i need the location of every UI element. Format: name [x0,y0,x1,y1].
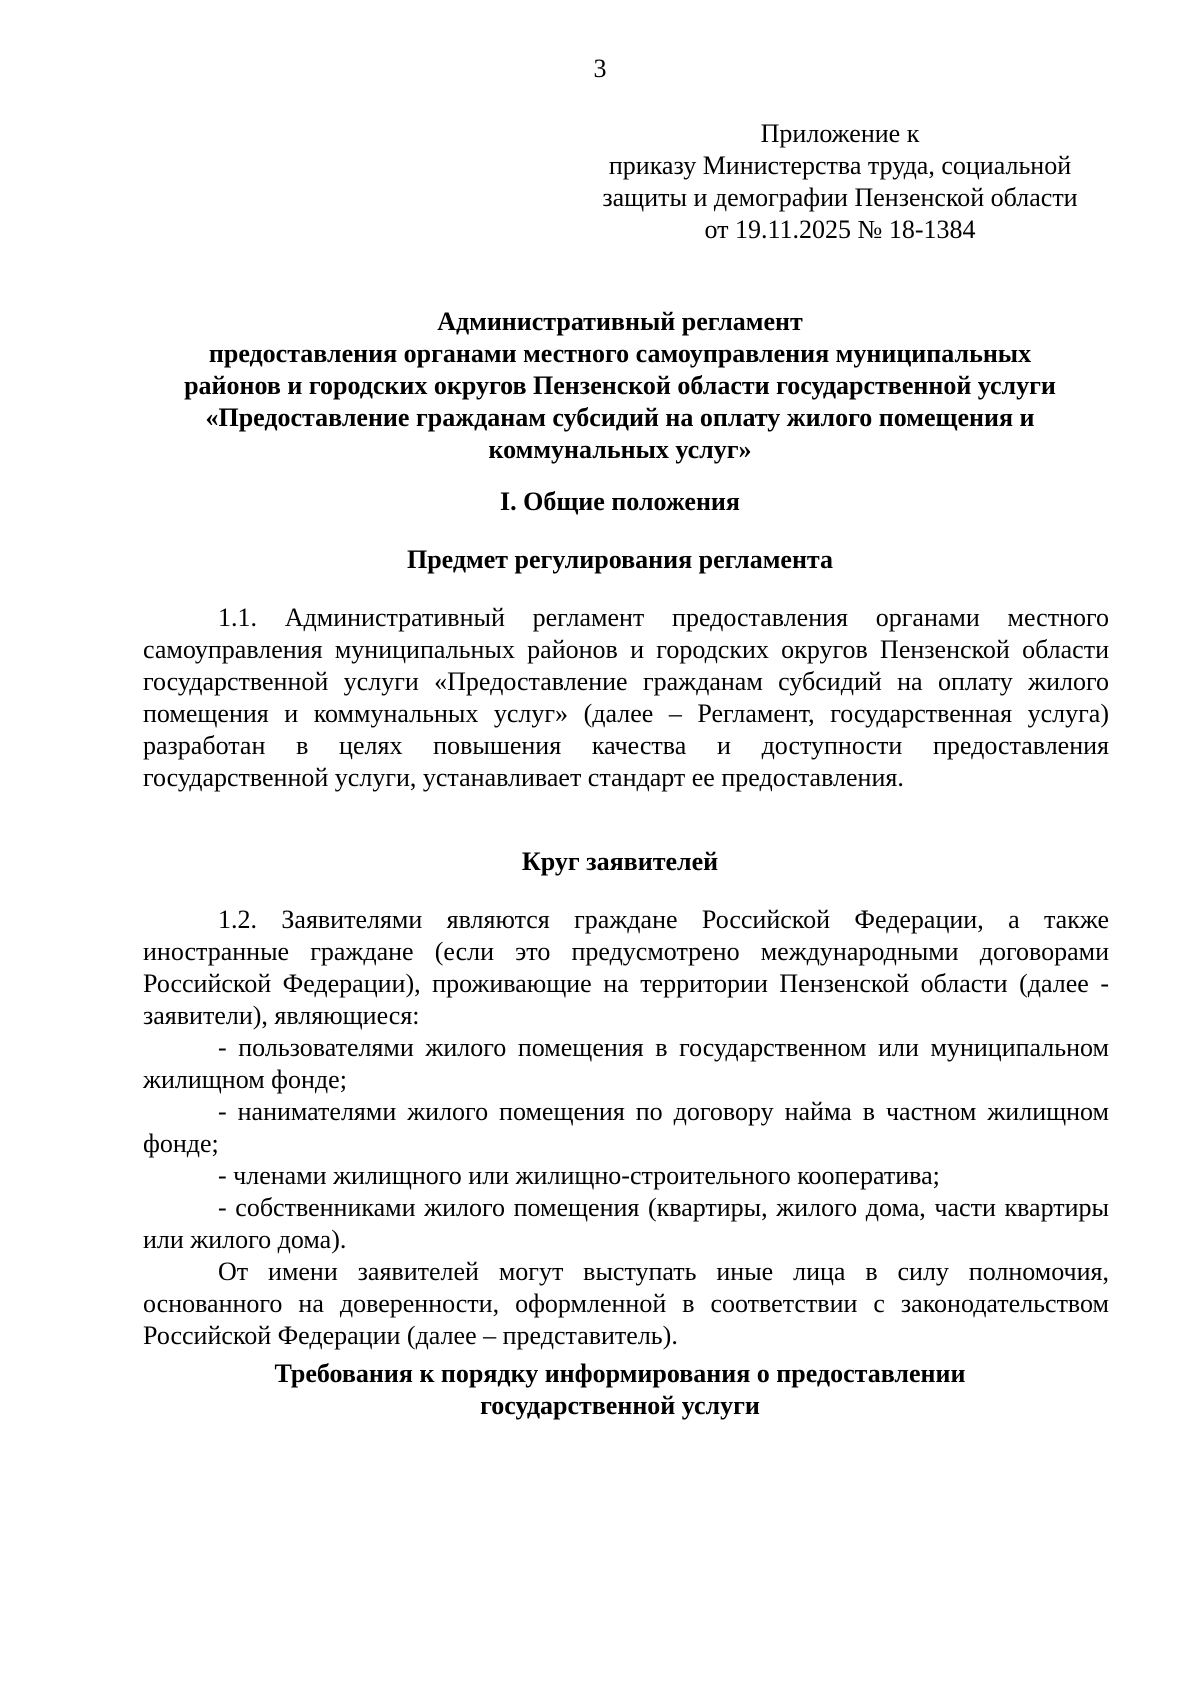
appendix-line: Приложение к [760,119,920,148]
appendix-line: от 19.11.2025 № 18-1384 [704,215,976,244]
paragraph-1-2: 1.2. Заявителями являются граждане Российской Федерации, а также иностранные граждане (если это предусмотрено международными договорами Российской Федерации), проживающие на территории Пензенской области (далее - заявители), являющиеся: [143,905,1109,1030]
list-item: - членами жилищного или жилищно-строительного кооператива; [218,1161,940,1190]
heading-line: государственной услуги [480,1391,760,1420]
heading-line: Требования к порядку информирования о предоставлении [274,1359,966,1388]
subsection-heading-applicants: Круг заявителей [521,847,719,876]
appendix-line: защиты и демографии Пензенской области [602,183,1078,212]
appendix-line: приказу Министерства труда, социальной [608,151,1072,180]
list-item: - собственниками жилого помещения (квартиры, жилого дома, части квартиры или жилого дома). [143,1193,1109,1254]
title-line: «Предоставление гражданам субсидий на оплату жилого помещения и [205,403,1035,432]
document-title [130,306,1110,466]
title-line: предоставления органами местного самоуправления муниципальных [208,339,1032,368]
section-heading: I. Общие положения [500,487,740,516]
applicants-block [143,904,1109,1352]
title-line: коммунальных услуг» [488,435,752,464]
list-item: - пользователями жилого помещения в государственном или муниципальном жилищном фонде; [143,1033,1109,1094]
paragraph-representative: От имени заявителей могут выступать иные лица в силу полномочия, основанного на доверенности, оформленной в соответствии с законодательством Российской Федерации (далее – представитель). [143,1257,1109,1350]
subsection-heading-subject: Предмет регулирования регламента [406,545,834,574]
title-line: Административный регламент [437,307,803,336]
appendix-block [560,118,1120,246]
paragraph-1-1-block [143,602,1109,794]
subsection-heading-info [130,1358,1110,1422]
title-line: районов и городских округов Пензенской области государственной услуги [184,371,1056,400]
list-item: - нанимателями жилого помещения по договору найма в частном жилищном фонде; [143,1097,1109,1158]
page-number: 3 [593,54,607,83]
paragraph-1-1: 1.1. Административный регламент предоставления органами местного самоуправления муниципальных районов и городских округов Пензенской области государственной услуги «Предоставление гражданам субсидий на оплату жилого помещения и коммунальных услуг» (далее – Регламент, государственная услуга) разработан в целях повышения качества и доступности предоставления государственной услуги, устанавливает стандарт ее предоставления. [143,603,1109,792]
